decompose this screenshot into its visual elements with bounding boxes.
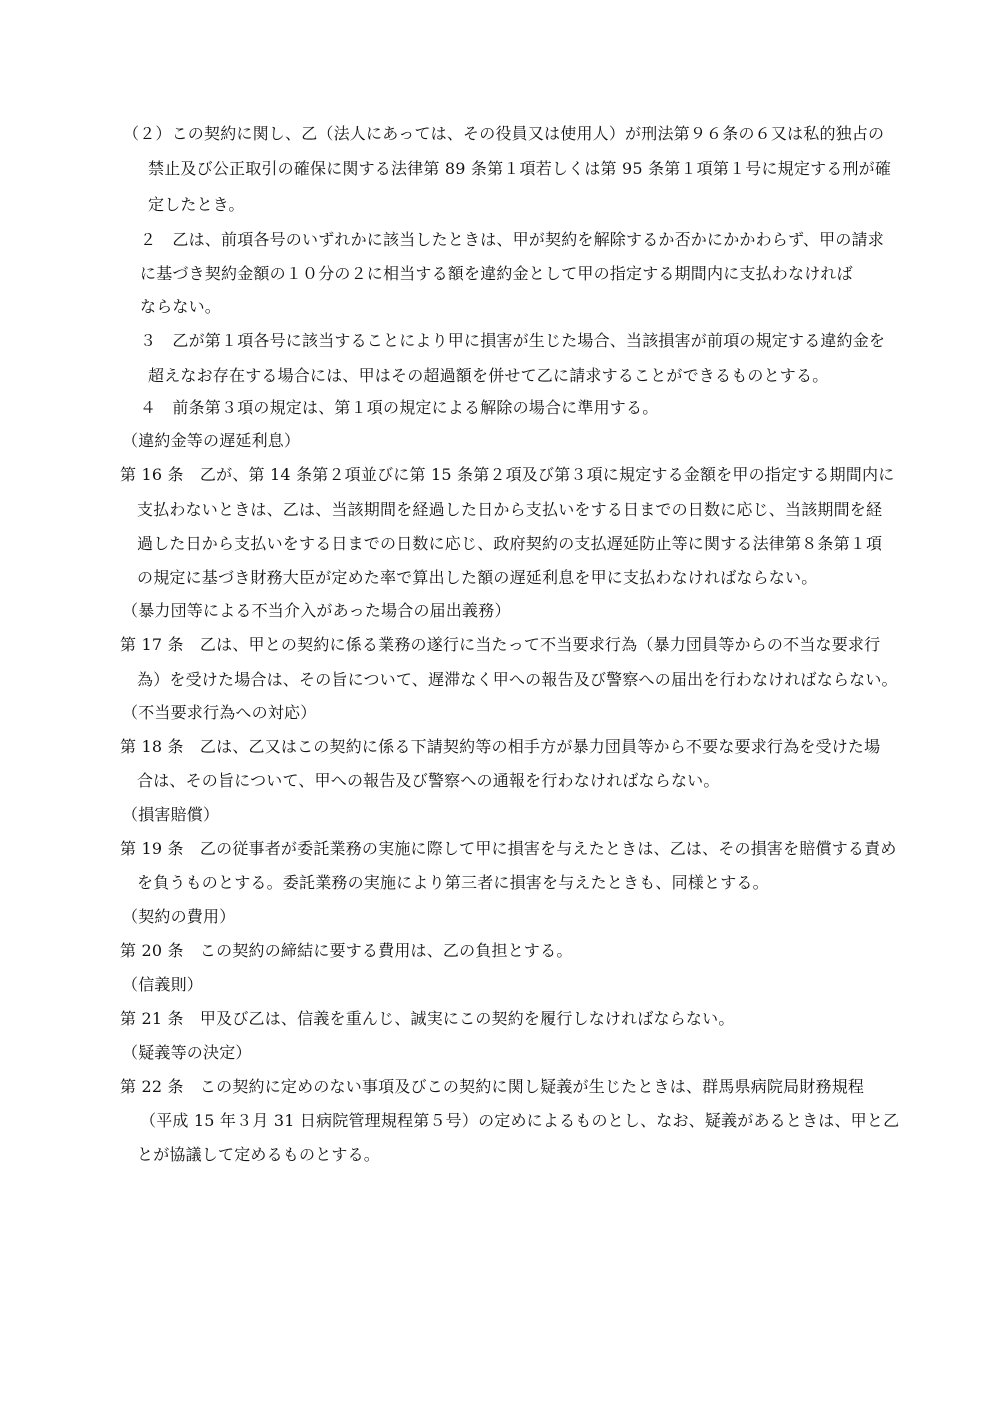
article16-heading: （違約金等の遅延利息） <box>122 431 301 450</box>
para2-line1: ２ 乙は、前項各号のいずれかに該当したときは、甲が契約を解除するか否かにかかわらず、甲の請求 <box>140 230 884 249</box>
para4-line1: ４ 前条第３項の規定は、第１項の規定による解除の場合に準用する。 <box>140 398 659 417</box>
para3-line2: 超えなお存在する場合には、甲はその超過額を併せて乙に請求することができるものとする。 <box>148 366 829 385</box>
article16-line1: 第 16 条 乙が、第 14 条第２項並びに第 15 条第２項及び第３項に規定する金額を甲の指定する期間内に <box>120 465 895 484</box>
article18-line1: 第 18 条 乙は、乙又はこの契約に係る下請契約等の相手方が暴力団員等から不要な要求行為を受けた場 <box>120 737 881 756</box>
article16-line4: の規定に基づき財務大臣が定めた率で算出した額の遅延利息を甲に支払わなければならない。 <box>137 568 818 587</box>
article18-line2: 合は、その旨について、甲への報告及び警察への通報を行わなければならない。 <box>137 771 720 790</box>
article22-line2: （平成 15 年３月 31 日病院管理規程第５号）の定めによるものとし、なお、疑義があるときは、甲と乙 <box>140 1111 900 1130</box>
article18-heading: （不当要求行為への対応） <box>122 703 317 722</box>
article20-heading: （契約の費用） <box>122 907 236 926</box>
article22-line1: 第 22 条 この契約に定めのない事項及びこの契約に関し疑義が生じたときは、群馬県病院局財務規程 <box>120 1077 865 1096</box>
article17-line1: 第 17 条 乙は、甲との契約に係る業務の遂行に当たって不当要求行為（暴力団員等からの不当な要求行 <box>120 635 881 654</box>
article22-heading: （疑義等の決定） <box>122 1043 252 1062</box>
para2-line3: ならない。 <box>140 297 222 316</box>
para3-line1: ３ 乙が第１項各号に該当することにより甲に損害が生じた場合、当該損害が前項の規定する違約金を <box>140 331 886 350</box>
item2-line1: （２）この契約に関し、乙（法人にあっては、その役員又は使用人）が刑法第９６条の６又は私的独占の <box>123 124 885 143</box>
para2-line2: に基づき契約金額の１０分の２に相当する額を違約金として甲の指定する期間内に支払わなければ <box>140 264 853 283</box>
article19-line1: 第 19 条 乙の従事者が委託業務の実施に際して甲に損害を与えたときは、乙は、その損害を賠償する責め <box>120 839 897 858</box>
article16-line3: 過した日から支払いをする日までの日数に応じ、政府契約の支払遅延防止等に関する法律第８条第１項 <box>137 534 883 553</box>
article21-heading: （信義則） <box>122 975 204 994</box>
item2-line2: 禁止及び公正取引の確保に関する法律第 89 条第１項若しくは第 95 条第１項第１号に規定する刑が確 <box>148 159 892 178</box>
item2-line3: 定したとき。 <box>148 195 245 214</box>
article17-heading: （暴力団等による不当介入があった場合の届出義務） <box>122 601 511 620</box>
article16-line2: 支払わないときは、乙は、当該期間を経過した日から支払いをする日までの日数に応じ、当該期間を経 <box>137 500 883 519</box>
article19-line2: を負うものとする。委託業務の実施により第三者に損害を与えたときも、同様とする。 <box>137 873 769 892</box>
article19-heading: （損害賠償） <box>122 805 220 824</box>
article21-line1: 第 21 条 甲及び乙は、信義を重んじ、誠実にこの契約を履行しなければならない。 <box>120 1009 735 1028</box>
article17-line2: 為）を受けた場合は、その旨について、遅滞なく甲への報告及び警察への届出を行わなければならない。 <box>137 670 898 689</box>
article22-line3: とが協議して定めるものとする。 <box>137 1145 381 1164</box>
article20-line1: 第 20 条 この契約の締結に要する費用は、乙の負担とする。 <box>120 941 573 960</box>
